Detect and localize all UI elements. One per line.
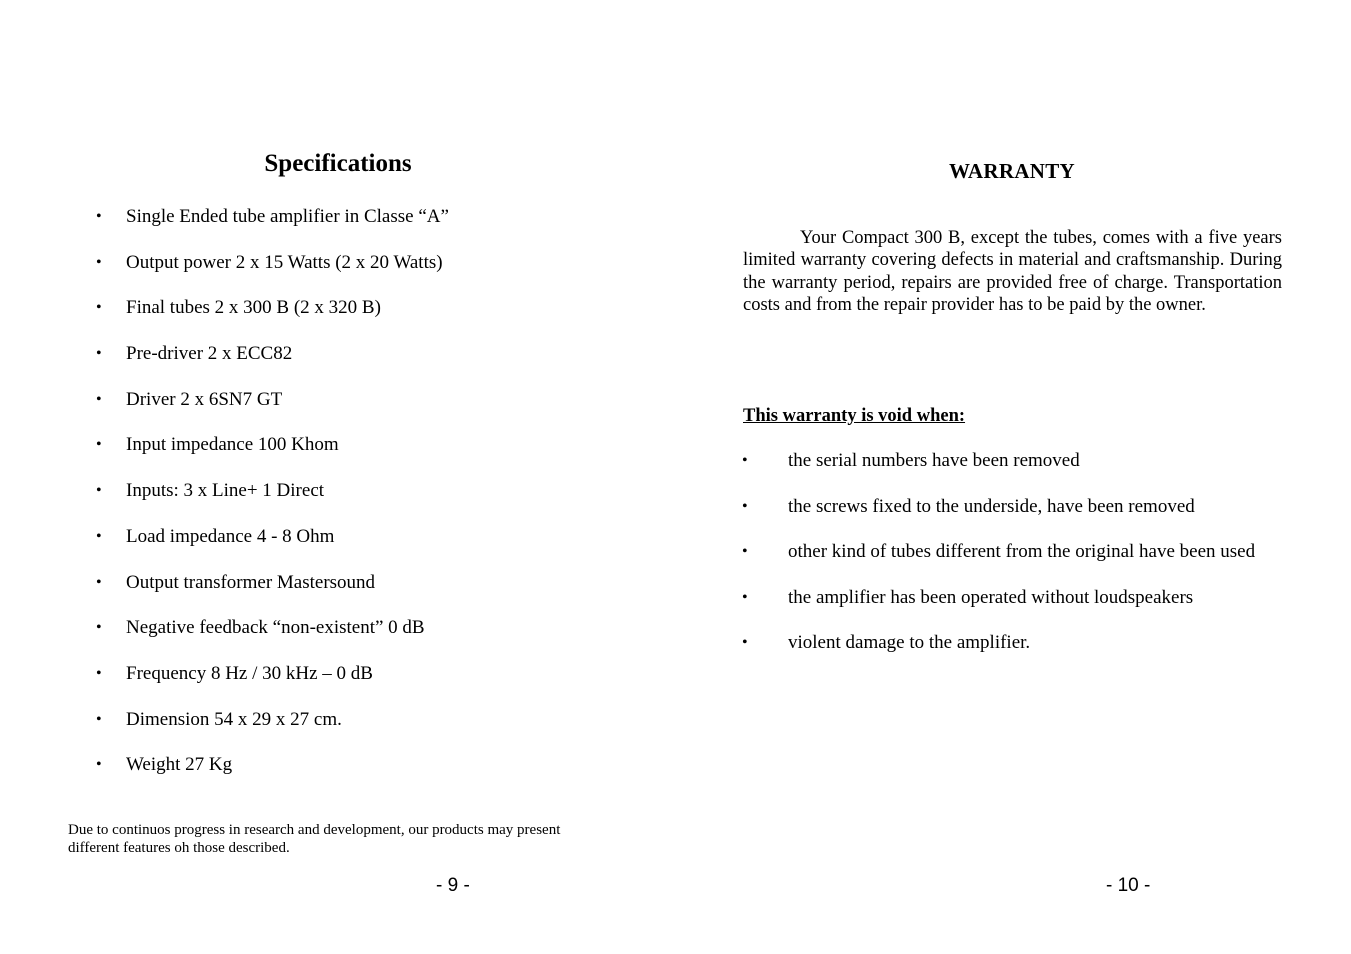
void-conditions-heading: This warranty is void when:	[743, 406, 966, 426]
bullet-icon: •	[96, 390, 102, 408]
bullet-icon: •	[742, 452, 748, 469]
warranty-title: WARRANTY	[948, 159, 1076, 183]
spec-item	[94, 612, 449, 658]
bullet-icon: •	[96, 664, 102, 682]
void-conditions-list	[740, 446, 1255, 674]
spec-item	[94, 384, 449, 430]
spec-item	[94, 475, 449, 521]
void-condition-item	[740, 537, 1255, 583]
disclaimer-line: Due to continuos progress in research and development, our products may present	[68, 822, 561, 838]
spec-text: Single Ended tube amplifier in Classe “A”	[126, 206, 449, 227]
spec-text: Inputs: 3 x Line+ 1 Direct	[126, 480, 325, 502]
spec-item	[94, 567, 449, 613]
void-condition-text: violent damage to the amplifier.	[788, 632, 1031, 653]
spec-text: Final tubes 2 x 300 B (2 x 320 B)	[126, 297, 381, 319]
disclaimer-line: different features oh those described.	[68, 840, 290, 856]
spec-text: Load impedance 4 - 8 Ohm	[126, 525, 335, 547]
spec-item	[94, 201, 449, 247]
page-number: - 10 -	[1106, 875, 1151, 896]
bullet-icon: •	[96, 208, 102, 225]
bullet-icon: •	[96, 619, 102, 637]
spec-text: Driver 2 x 6SN7 GT	[126, 388, 283, 410]
bullet-icon: •	[96, 573, 102, 591]
specifications-list	[94, 201, 449, 795]
bullet-icon: •	[96, 253, 102, 271]
spec-text: Negative feedback “non-existent” 0 dB	[126, 617, 425, 639]
void-condition-item	[740, 446, 1255, 492]
bullet-icon: •	[96, 756, 102, 774]
disclaimer-note	[68, 821, 628, 857]
bullet-icon: •	[96, 436, 102, 454]
bullet-icon: •	[742, 634, 748, 651]
spec-item	[94, 247, 449, 293]
bullet-icon: •	[96, 482, 102, 500]
spec-text: Weight 27 Kg	[126, 754, 233, 776]
void-condition-item	[740, 628, 1255, 674]
bullet-icon: •	[96, 527, 102, 545]
bullet-icon: •	[742, 543, 748, 560]
void-condition-text: other kind of tubes different from the original have been used	[788, 541, 1256, 562]
void-condition-item	[740, 583, 1255, 629]
spec-text: Output power 2 x 15 Watts (2 x 20 Watts)	[126, 251, 443, 273]
bullet-icon: •	[742, 588, 748, 606]
warranty-paragraph: Your Compact 300 B, except the tubes, comes with a five years limited warranty covering defects in material and craftsmanship. During the warranty period, repairs are provided free of charge. Transportation costs and from the repair provider has to be paid by the owner.	[743, 228, 1282, 316]
spec-item	[94, 704, 449, 750]
void-condition-item	[740, 492, 1255, 538]
spec-item	[94, 658, 449, 704]
spec-text: Frequency 8 Hz / 30 kHz – 0 dB	[126, 662, 373, 684]
bullet-icon: •	[742, 497, 748, 515]
page-10	[676, 0, 1351, 954]
void-condition-text: the serial numbers have been removed	[788, 450, 1080, 471]
spec-text: Output transformer Mastersound	[126, 571, 376, 593]
spec-item	[94, 429, 449, 475]
bullet-icon: •	[96, 345, 102, 363]
spec-text: Input impedance 100 Khom	[126, 434, 339, 456]
void-condition-text: the screws fixed to the underside, have been removed	[788, 495, 1195, 517]
specifications-title: Specifications	[264, 150, 412, 177]
bullet-icon: •	[96, 299, 102, 317]
spec-item	[94, 338, 449, 384]
spec-item	[94, 292, 449, 338]
spec-text: Pre-driver 2 x ECC82	[126, 343, 293, 365]
void-condition-text: the amplifier has been operated without loudspeakers	[788, 586, 1194, 608]
page-number: - 9 -	[436, 875, 470, 896]
spec-item	[94, 749, 449, 795]
spec-item	[94, 521, 449, 567]
spec-text: Dimension 54 x 29 x 27 cm.	[126, 708, 342, 730]
bullet-icon: •	[96, 710, 102, 728]
